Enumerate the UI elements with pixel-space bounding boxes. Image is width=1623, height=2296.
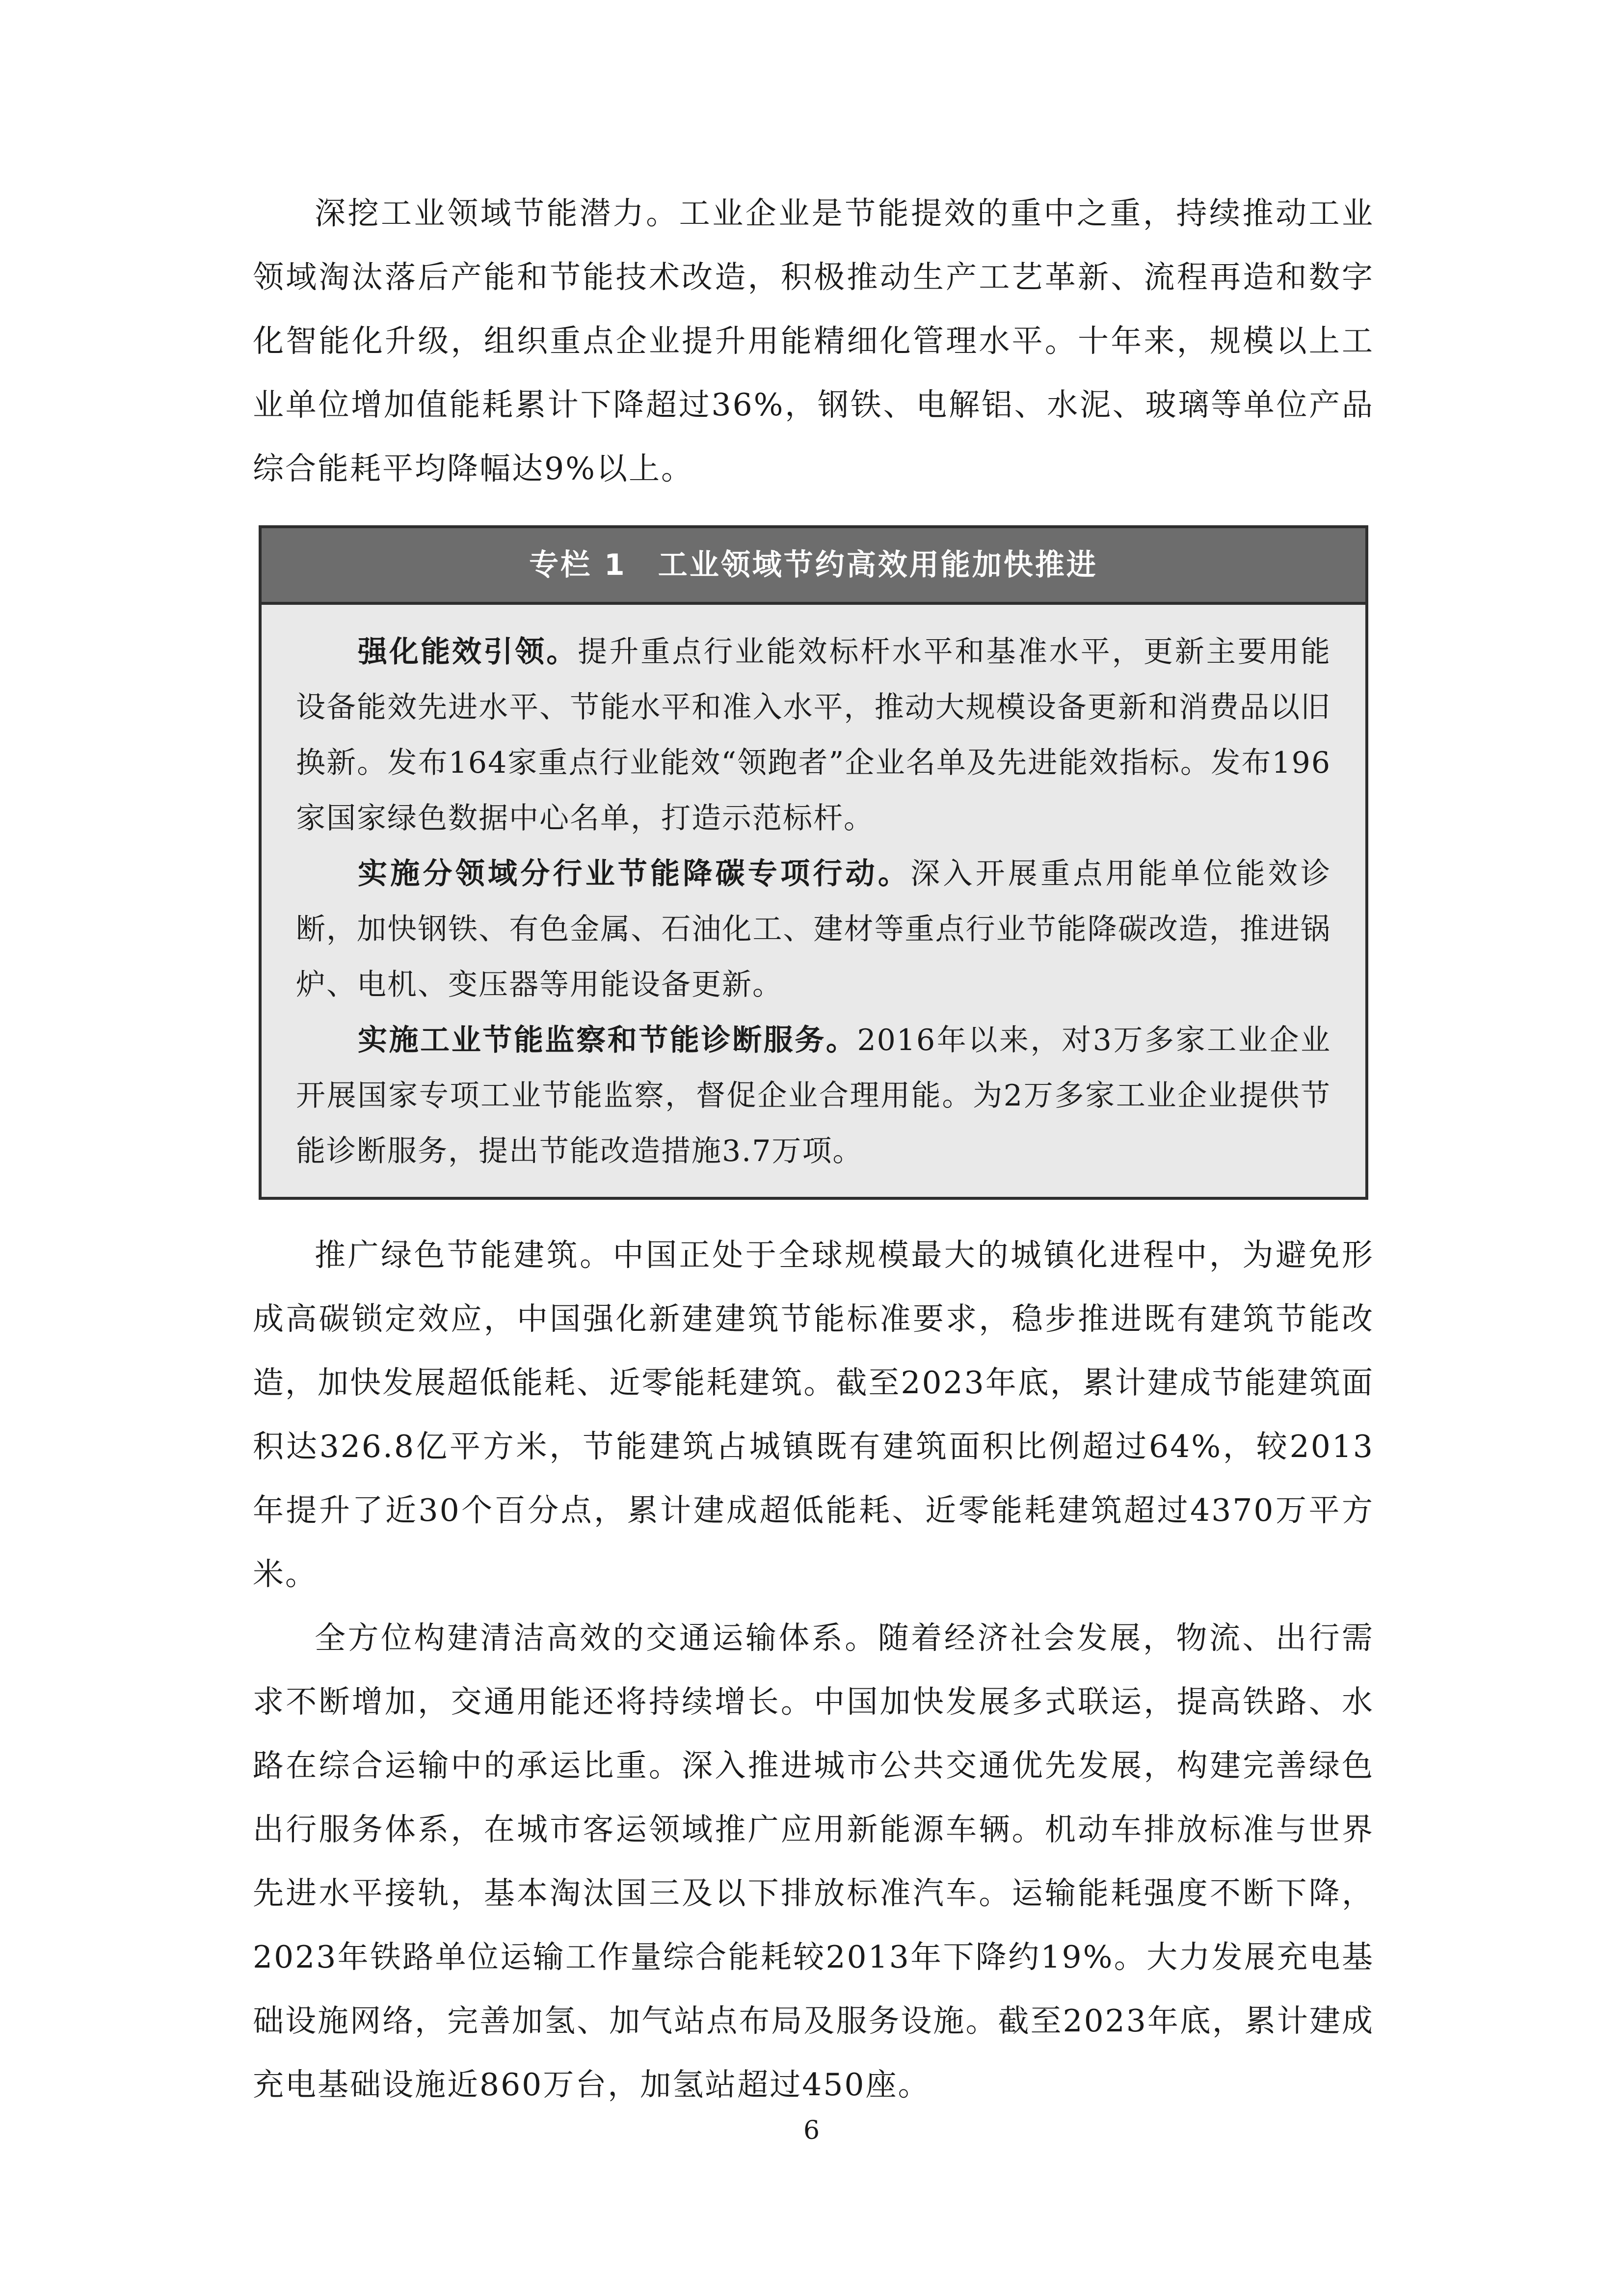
- box-item-text: 2016年以来，对3万多家工业企业开展国家专项工业节能监察，督促企业合理用能。为2万多家工业企业提供节能诊断服务，提出节能改造措施3.7万项。: [296, 1023, 1331, 1168]
- box-item-lead: 实施分领域分行业节能降碳专项行动。: [358, 857, 911, 891]
- box-item-text: 提升重点行业能效标杆水平和基准水平，更新主要用能设备能效先进水平、节能水平和准入水平，推动大规模设备更新和消费品以旧换新。发布164家重点行业能效“领跑者”企业名单及先进能效指标。发布196家国家绿色数据中心名单，打造示范标杆。: [296, 635, 1331, 836]
- box-item-lead: 强化能效引领。: [358, 635, 578, 669]
- box-title: 专栏 1 工业领域节约高效用能加快推进: [262, 528, 1365, 605]
- box-body: [262, 605, 1365, 1197]
- document-body: [253, 182, 1374, 2117]
- box-item-lead: 实施工业节能监察和节能诊断服务。: [358, 1023, 857, 1057]
- box-item: [296, 624, 1331, 846]
- paragraph-buildings: 推广绿色节能建筑。中国正处于全球规模最大的城镇化进程中，为避免形成高碳锁定效应，中国强化新建建筑节能标准要求，稳步推进既有建筑节能改造，加快发展超低能耗、近零能耗建筑。截至2023年底，累计建成节能建筑面积达326.8亿平方米，节能建筑占城镇既有建筑面积比例超过64%，较2013年提升了近30个百分点，累计建成超低能耗、近零能耗建筑超过4370万平方米。: [253, 1237, 1374, 1592]
- box-item: [296, 846, 1331, 1013]
- page-number: 6: [803, 2116, 820, 2145]
- box-item-text: 深入开展重点用能单位能效诊断，加快钢铁、有色金属、石油化工、建材等重点行业节能降碳改造，推进锅炉、电机、变压器等用能设备更新。: [296, 857, 1331, 1002]
- paragraph-transport: 全方位构建清洁高效的交通运输体系。随着经济社会发展，物流、出行需求不断增加，交通用能还将持续增长。中国加快发展多式联运，提高铁路、水路在综合运输中的承运比重。深入推进城市公共交通优先发展，构建完善绿色出行服务体系，在城市客运领域推广应用新能源车辆。机动车排放标准与世界先进水平接轨，基本淘汰国三及以下排放标准汽车。运输能耗强度不断下降，2023年铁路单位运输工作量综合能耗较2013年下降约19%。大力发展充电基础设施网络，完善加氢、加气站点布局及服务设施。截至2023年底，累计建成充电基础设施近860万台，加氢站超过450座。: [253, 1620, 1374, 2103]
- box-item: [296, 1013, 1331, 1179]
- paragraph-industry: 深挖工业领域节能潜力。工业企业是节能提效的重中之重，持续推动工业领域淘汰落后产能和节能技术改造，积极推动生产工艺革新、流程再造和数字化智能化升级，组织重点企业提升用能精细化管理水平。十年来，规模以上工业单位增加值能耗累计下降超过36%，钢铁、电解铝、水泥、玻璃等单位产品综合能耗平均降幅达9%以上。: [253, 195, 1374, 486]
- sidebar-box: [259, 525, 1368, 1200]
